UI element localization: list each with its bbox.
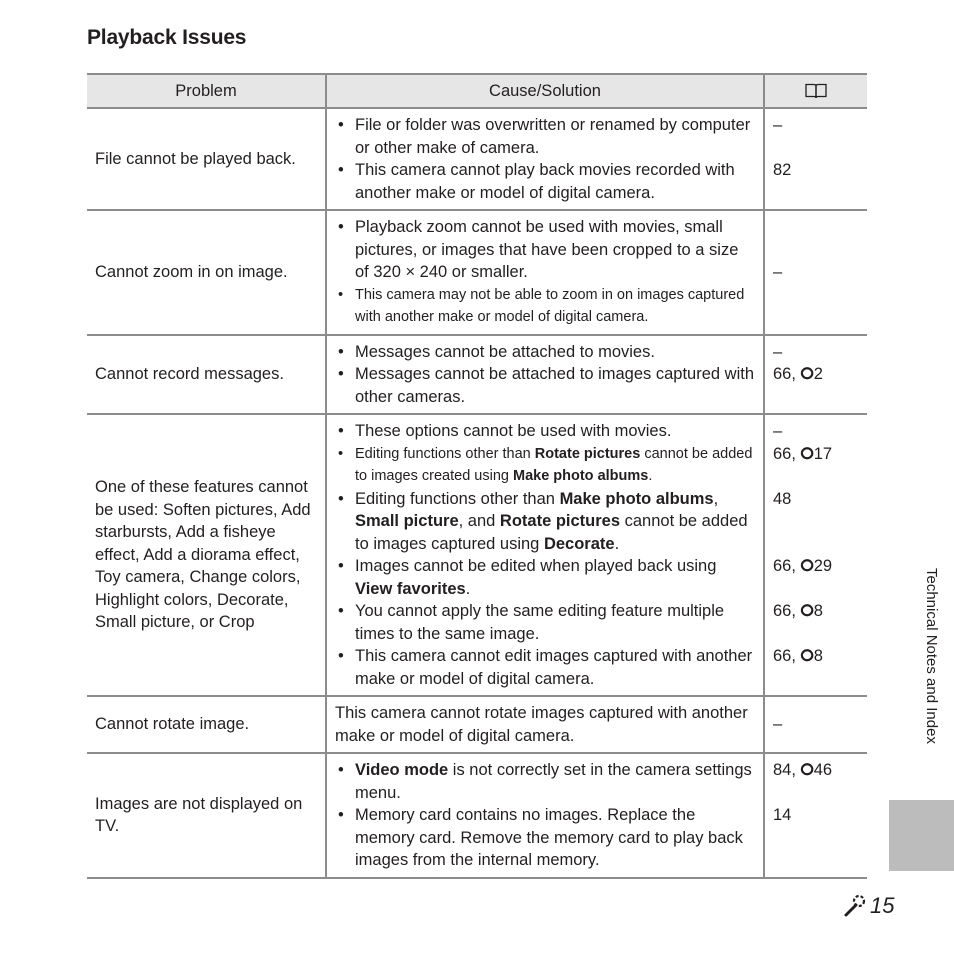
cause-cell [326,108,764,210]
list-item: • This camera may not be able to zoom in on images captured with another make or model of digital camera. [335,284,755,329]
ref-value: 48 [773,489,792,508]
list-item: • You cannot apply the same editing feature multiple times to the same image. [335,600,755,645]
reference-cell [764,108,867,210]
playback-issues-table [87,73,867,879]
reference-cell [764,696,867,753]
reference-cell: – 66, ⭘2 [764,335,867,415]
table-row [87,696,867,753]
cause-cell [326,210,764,335]
ref-value: – [773,342,783,361]
wrench-icon [842,893,868,919]
e-icon: ⭘ [800,602,814,620]
reference-cell [764,210,867,335]
e-icon: ⭘ [800,647,814,665]
side-tab-marker [889,800,954,871]
list-item: • These options cannot be used with movies. [335,420,755,443]
table-row [87,210,867,335]
list-item: • Video mode is not correctly set in the camera settings menu. [335,759,755,804]
list-item: • File or folder was overwritten or renamed by computer or other make of camera. [335,114,755,159]
page-title: Playback Issues [87,26,247,49]
cause-cell [326,753,764,878]
header-cause-solution: Cause/Solution [326,74,764,108]
table-row [87,108,867,210]
table-row [87,414,867,696]
ref-value: – [773,715,783,734]
cause-cell [326,414,764,696]
header-reference [764,74,867,108]
list-item: • Messages cannot be attached to movies. [335,341,755,364]
table-row [87,753,867,878]
table-row [87,335,867,415]
problem-cell: Cannot rotate image. [87,696,326,753]
e-icon: ⭘ [800,557,814,575]
reference-cell: – 66, ⭘17 48 66, ⭘29 66, ⭘8 66, ⭘8 [764,414,867,696]
list-item: • Playback zoom cannot be used with movies, small pictures, or images that have been cropped to a size of 320 × 240 or smaller. [335,216,755,284]
cause-cell: This camera cannot rotate images captured with another make or model of digital camera. [326,696,764,753]
list-item: • Editing functions other than Rotate pictures cannot be added to images created using Make photo albums. [335,443,755,488]
problem-cell: Cannot record messages. [87,335,326,415]
e-icon: ⭘ [800,761,814,779]
list-item: • Editing functions other than Make photo albums, Small picture, and Rotate pictures cannot be added to images captured using Decorate. [335,488,755,556]
ref-value: – [773,422,783,440]
side-section-label: Technical Notes and Index [923,568,940,744]
book-icon [805,83,827,99]
ref-value: – [773,263,783,281]
ref-value: 82 [773,161,792,179]
list-item: • Messages cannot be attached to images captured with other cameras. [335,363,755,408]
problem-cell: Cannot zoom in on image. [87,210,326,335]
page-number: 15 [842,893,894,919]
e-icon: ⭘ [800,444,814,463]
list-item: • Images cannot be edited when played back using View favorites. [335,555,755,600]
list-item: • Memory card contains no images. Replace the memory card. Remove the memory card to play back images from the internal memory. [335,804,755,872]
ref-value: 14 [773,806,792,824]
problem-cell: One of these features cannot be used: Soften pictures, Add starbursts, Add a fisheye effect, Add a diorama effect, Toy camera, Change colors, Highlight colors, Decorate, Small picture, or Crop [87,414,326,696]
problem-cell: File cannot be played back. [87,108,326,210]
reference-cell: 84, ⭘46 14 [764,753,867,878]
e-icon: ⭘ [800,365,814,383]
problem-cell: Images are not displayed on TV. [87,753,326,878]
cause-cell [326,335,764,415]
list-item: • This camera cannot edit images captured with another make or model of digital camera. [335,645,755,690]
header-problem: Problem [87,74,326,108]
table-header-row [87,74,867,108]
ref-value: – [773,116,783,134]
list-item: • This camera cannot play back movies recorded with another make or model of digital camera. [335,159,755,204]
